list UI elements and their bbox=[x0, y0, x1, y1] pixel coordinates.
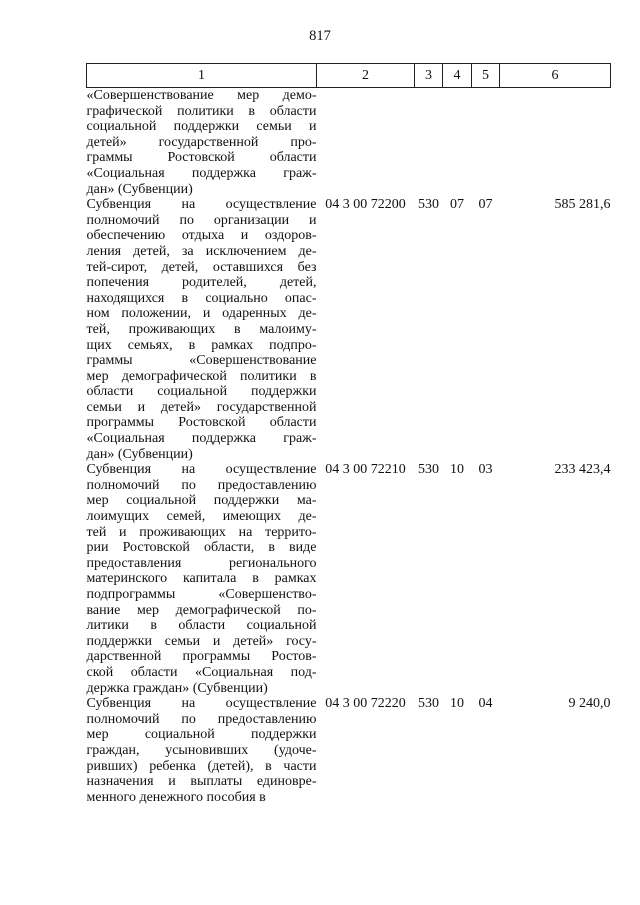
description-line: менного денежного пособия в bbox=[86, 789, 266, 805]
column-header-1: 1 bbox=[87, 64, 317, 88]
table-row bbox=[87, 88, 611, 198]
description-line: полномочий по предоставлению bbox=[86, 711, 317, 727]
description-line: дан» (Субвенции) bbox=[86, 446, 193, 462]
description-line: лоимущих семей, имеющих де- bbox=[86, 509, 317, 525]
description-line: граммы «Совершенствование bbox=[86, 353, 317, 369]
table-row bbox=[87, 197, 611, 462]
description-line: ривших) ребенка (детей), в части bbox=[86, 758, 317, 774]
description-line: «Социальная поддержка граж- bbox=[86, 165, 317, 181]
table-body bbox=[87, 88, 611, 806]
expense-type: 530 bbox=[418, 696, 439, 712]
description-line: тей и проживающих на террито- bbox=[86, 524, 317, 540]
subsection-code bbox=[472, 88, 500, 198]
column-header-2: 2 bbox=[317, 64, 415, 88]
description-line: дарственной программы Ростов- bbox=[86, 649, 317, 665]
description-line: тей, проживающих в малоиму- bbox=[86, 321, 317, 337]
description-line: материнского капитала в рамках bbox=[86, 571, 317, 587]
description-line: находящихся в социально опас- bbox=[86, 290, 317, 306]
section-code: 10 bbox=[450, 696, 464, 712]
description-line: Субвенция на осуществление bbox=[86, 197, 317, 213]
column-header-3: 3 bbox=[415, 64, 443, 88]
target-code: 04 3 00 72200 bbox=[325, 197, 406, 213]
amount: 9 240,0 bbox=[568, 696, 611, 712]
page-number: 817 bbox=[309, 28, 331, 44]
description-line: держка граждан» (Субвенции) bbox=[86, 680, 268, 696]
description-line: обеспечению отдыха и оздоров- bbox=[86, 228, 317, 244]
description-line: тей-сирот, детей, оставшихся без bbox=[86, 259, 317, 275]
column-header-4: 4 bbox=[443, 64, 472, 88]
description-line: предоставления регионального bbox=[86, 555, 317, 571]
description-line: «Совершенствование мер демо- bbox=[86, 88, 317, 103]
description-line: назначения и выплаты единовре- bbox=[86, 774, 317, 790]
table-row bbox=[87, 696, 611, 805]
table-row bbox=[87, 462, 611, 696]
description-line: ской области «Социальная под- bbox=[86, 664, 317, 680]
description-line: литики в области социальной bbox=[86, 618, 317, 634]
budget-table bbox=[86, 63, 611, 805]
target-code: 04 3 00 72210 bbox=[325, 462, 406, 478]
column-header-5: 5 bbox=[472, 64, 500, 88]
description-line: Субвенция на осуществление bbox=[86, 696, 317, 712]
amount: 233 423,4 bbox=[554, 462, 611, 478]
section-code bbox=[443, 88, 472, 198]
target-code bbox=[317, 88, 415, 198]
description-line: поддержки семьи и детей» госу- bbox=[86, 633, 317, 649]
description-line: ном положении, и одаренных де- bbox=[86, 306, 317, 322]
description-line: дан» (Субвенции) bbox=[86, 181, 193, 197]
description-line: ления детей, за исключением де- bbox=[86, 243, 317, 259]
description-line: полномочий по предоставлению bbox=[86, 477, 317, 493]
description-line: щих семьях, в рамках подпро- bbox=[86, 337, 317, 353]
target-code: 04 3 00 72220 bbox=[325, 696, 406, 712]
description-line: социальной поддержки семьи и bbox=[86, 119, 317, 135]
amount: 585 281,6 bbox=[554, 197, 611, 213]
description-line: «Социальная поддержка граж- bbox=[86, 431, 317, 447]
description-line: вание мер демографической по- bbox=[86, 602, 317, 618]
column-header-6: 6 bbox=[500, 64, 611, 88]
subsection-code: 07 bbox=[478, 197, 493, 213]
description-line: попечения родителей, детей, bbox=[86, 275, 317, 291]
expense-type bbox=[415, 88, 443, 198]
subsection-code: 03 bbox=[478, 462, 493, 478]
description-line: подпрограммы «Совершенство- bbox=[86, 587, 317, 602]
row-description bbox=[87, 696, 317, 805]
description-line: детей» государственной про- bbox=[86, 134, 317, 150]
expense-type: 530 bbox=[418, 462, 439, 478]
description-line: области социальной поддержки bbox=[86, 384, 317, 400]
amount bbox=[500, 88, 611, 198]
description-line: программы Ростовской области bbox=[86, 415, 317, 431]
description-line: мер социальной поддержки bbox=[86, 727, 317, 743]
description-line: граждан, усыновивших (удоче- bbox=[86, 742, 317, 758]
description-line: семьи и детей» государственной bbox=[86, 399, 317, 415]
description-line: полномочий по организации и bbox=[86, 212, 317, 228]
column-header-row bbox=[87, 64, 611, 88]
expense-type: 530 bbox=[418, 197, 439, 213]
row-description bbox=[87, 197, 317, 462]
section-code: 07 bbox=[450, 197, 464, 213]
row-description bbox=[87, 88, 317, 198]
description-line: графической политики в области bbox=[86, 103, 317, 119]
description-line: мер социальной поддержки ма- bbox=[86, 493, 317, 509]
description-line: рии Ростовской области, в виде bbox=[86, 540, 317, 556]
subsection-code: 04 bbox=[478, 696, 493, 712]
description-line: Субвенция на осуществление bbox=[86, 462, 317, 478]
section-code: 10 bbox=[450, 462, 464, 478]
row-description bbox=[87, 462, 317, 696]
description-line: граммы Ростовской области bbox=[86, 150, 317, 166]
description-line: мер демографической политики в bbox=[86, 368, 317, 384]
